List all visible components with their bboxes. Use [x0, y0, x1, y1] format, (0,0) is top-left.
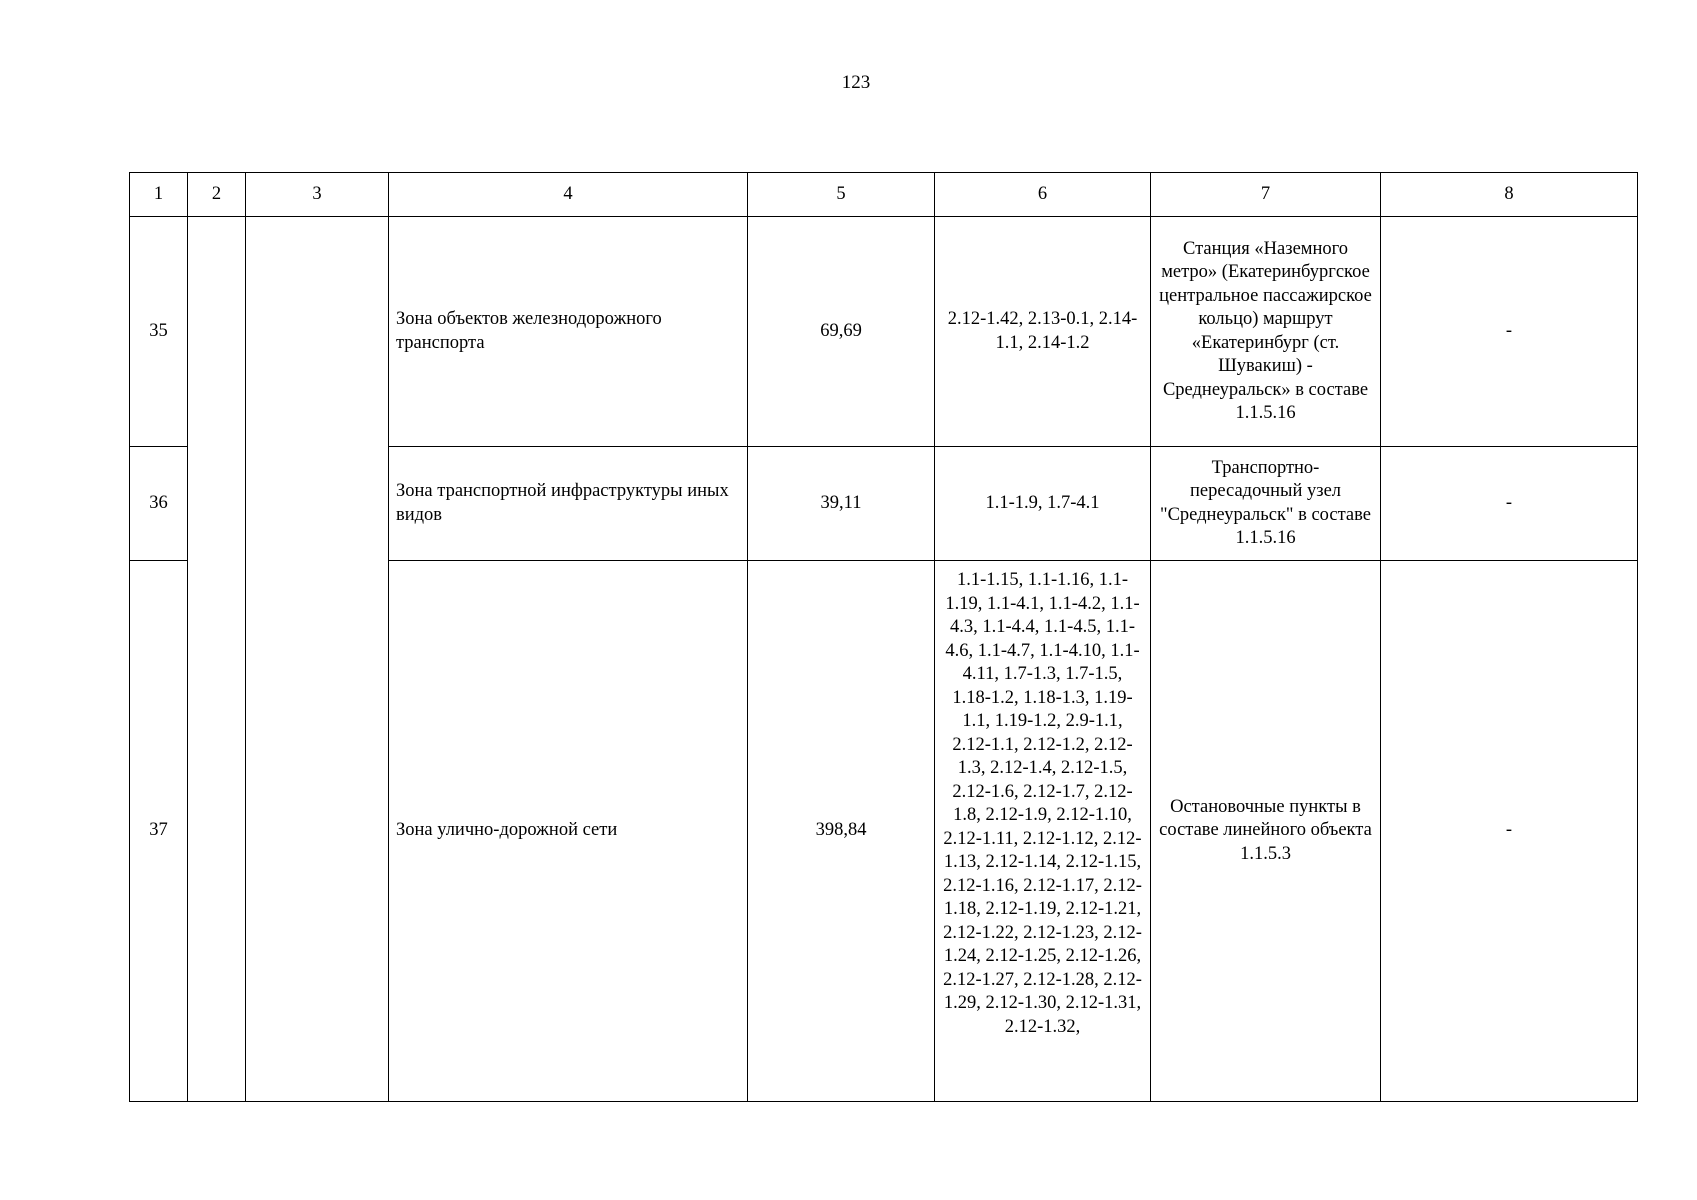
area-cell: 69,69	[748, 217, 935, 447]
column-8-cell: -	[1381, 447, 1638, 561]
codes-cell: 2.12-1.42, 2.13-0.1, 2.14-1.1, 2.14-1.2	[935, 217, 1151, 447]
row-number-cell: 36	[130, 447, 188, 561]
column-header: 4	[389, 173, 748, 217]
row-number-cell: 35	[130, 217, 188, 447]
area-cell: 398,84	[748, 561, 935, 1102]
area-cell: 39,11	[748, 447, 935, 561]
column-header: 3	[246, 173, 389, 217]
column-header: 8	[1381, 173, 1638, 217]
codes-cell: 1.1-1.15, 1.1-1.16, 1.1-1.19, 1.1-4.1, 1.1-4.2, 1.1-4.3, 1.1-4.4, 1.1-4.5, 1.1-4.6, 1.1-4.7, 1.1-4.10, 1.1-4.11, 1.7-1.3, 1.7-1.5, 1.18-1.2, 1.18-1.3, 1.19-1.1, 1.19-1.2, 2.9-1.1, 2.12-1.1, 2.12-1.2, 2.12-1.3, 2.12-1.4, 2.12-1.5, 2.12-1.6, 2.12-1.7, 2.12-1.8, 2.12-1.9, 2.12-1.10, 2.12-1.11, 2.12-1.12, 2.12-1.13, 2.12-1.14, 2.12-1.15, 2.12-1.16, 2.12-1.17, 2.12-1.18, 2.12-1.19, 2.12-1.21, 2.12-1.22, 2.12-1.23, 2.12-1.24, 2.12-1.25, 2.12-1.26, 2.12-1.27, 2.12-1.28, 2.12-1.29, 2.12-1.30, 2.12-1.31, 2.12-1.32,	[935, 561, 1151, 1102]
column-header: 6	[935, 173, 1151, 217]
merged-cell-col-2	[188, 217, 246, 1102]
zone-name-cell: Зона транспортной инфраструктуры иных видов	[389, 447, 748, 561]
table-row	[130, 217, 1638, 447]
column-header: 2	[188, 173, 246, 217]
table-header-row	[130, 173, 1638, 217]
data-table	[129, 172, 1638, 1102]
objects-cell: Транспортно-пересадочный узел "Среднеуральск" в составе 1.1.5.16	[1151, 447, 1381, 561]
column-header: 7	[1151, 173, 1381, 217]
codes-cell: 1.1-1.9, 1.7-4.1	[935, 447, 1151, 561]
column-header: 1	[130, 173, 188, 217]
column-8-cell: -	[1381, 561, 1638, 1102]
zone-name-cell: Зона объектов железнодорожного транспорта	[389, 217, 748, 447]
objects-cell: Станция «Наземного метро» (Екатеринбургское центральное пассажирское кольцо) маршрут «Екатеринбург (ст. Шувакиш) - Среднеуральск» в составе 1.1.5.16	[1151, 217, 1381, 447]
row-number-cell: 37	[130, 561, 188, 1102]
objects-cell: Остановочные пункты в составе линейного объекта 1.1.5.3	[1151, 561, 1381, 1102]
zone-name-cell: Зона улично-дорожной сети	[389, 561, 748, 1102]
column-8-cell: -	[1381, 217, 1638, 447]
merged-cell-col-3	[246, 217, 389, 1102]
column-header: 5	[748, 173, 935, 217]
page-number: 123	[841, 72, 871, 93]
